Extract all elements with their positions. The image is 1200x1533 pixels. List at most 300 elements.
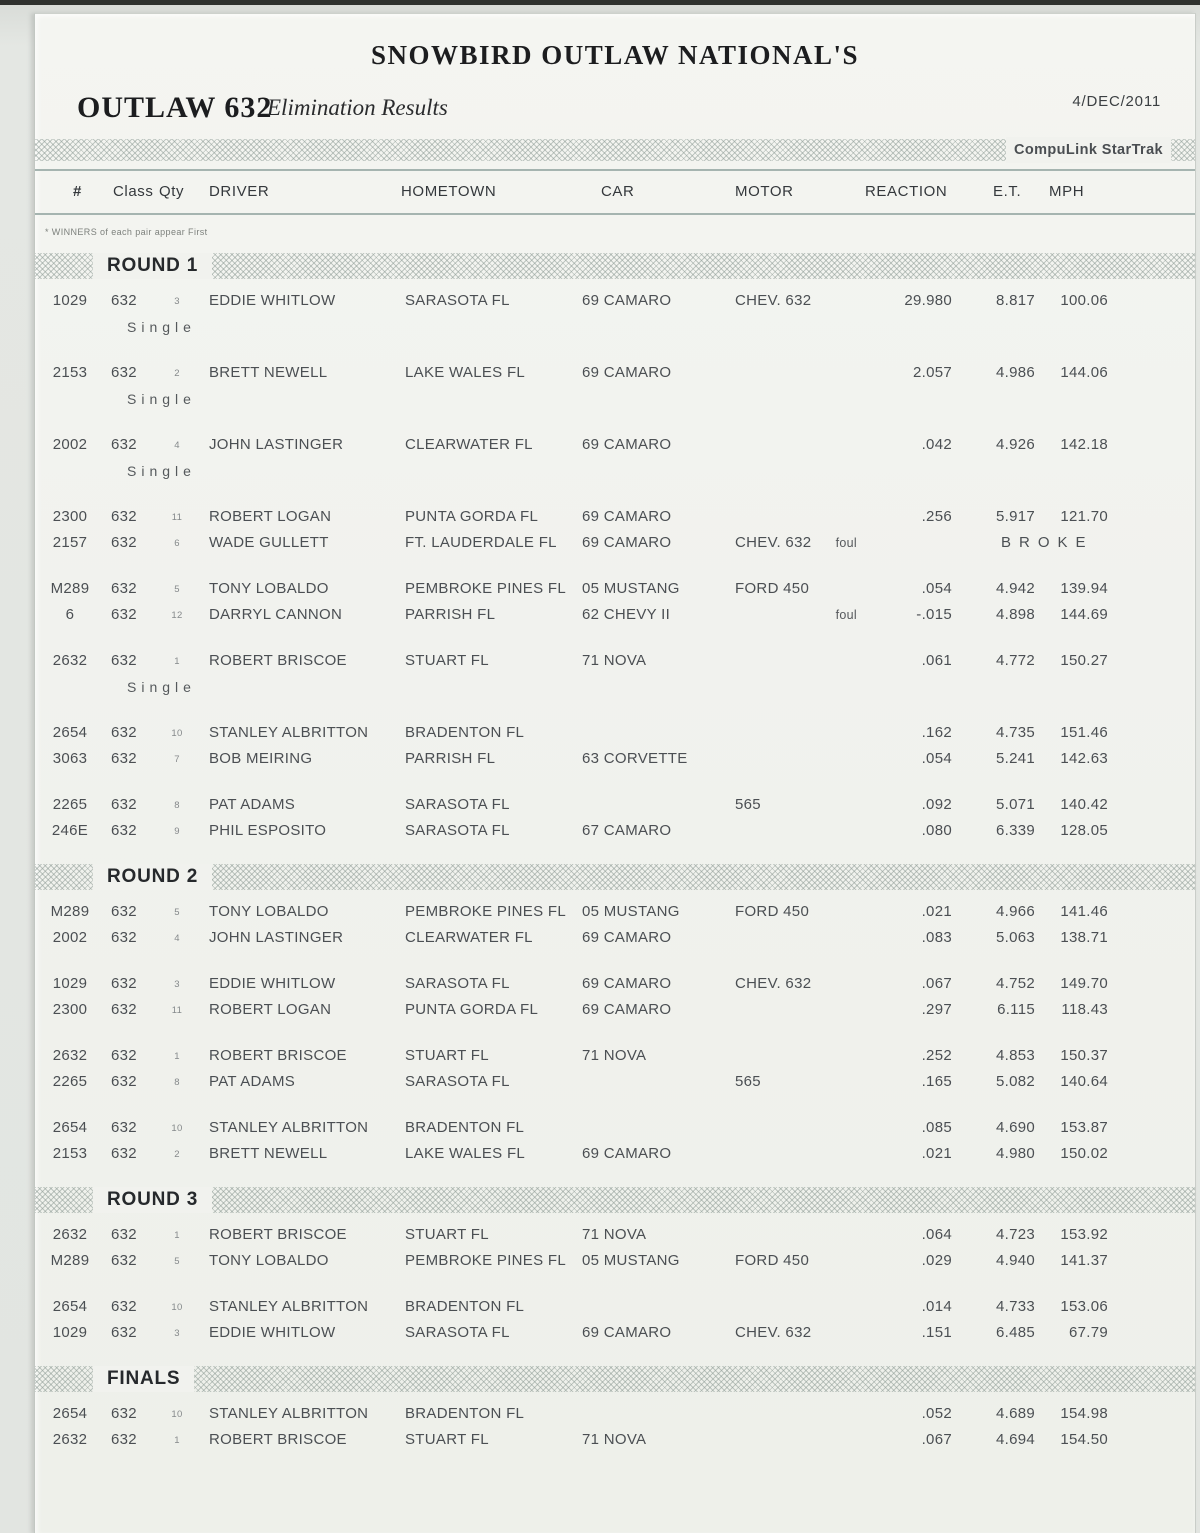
hometown: STUART FL [405, 1431, 489, 1448]
motor: CHEV. 632 [735, 534, 812, 551]
car: 69 CAMARO [582, 929, 672, 946]
result-row [35, 648, 1195, 674]
car: 71 NOVA [582, 1047, 647, 1064]
car-number: 1029 [52, 292, 88, 309]
qualifying-position: 8 [174, 1077, 180, 1088]
elapsed-time: 4.690 [995, 1119, 1035, 1136]
car-number: 6 [65, 606, 75, 623]
col-header-hometown: HOMETOWN [401, 183, 497, 200]
class-value: 632 [111, 750, 137, 767]
header-halftone-band [35, 139, 1195, 161]
pair-result [35, 792, 1195, 844]
result-row [35, 818, 1195, 844]
class-value: 632 [111, 1298, 137, 1315]
hometown: SARASOTA FL [405, 1324, 510, 1341]
mph: 141.46 [1060, 903, 1108, 920]
driver-name: TONY LOBALDO [209, 903, 329, 920]
hometown: CLEARWATER FL [405, 436, 533, 453]
page-subheader [35, 91, 1195, 131]
class-value: 632 [111, 580, 137, 597]
hometown: CLEARWATER FL [405, 929, 533, 946]
car: 69 CAMARO [582, 1145, 672, 1162]
class-value: 632 [111, 436, 137, 453]
motor: FORD 450 [735, 1252, 810, 1269]
results-page [34, 13, 1196, 1533]
result-row [35, 432, 1195, 458]
pair-result [35, 1222, 1195, 1274]
driver-name: TONY LOBALDO [209, 1252, 329, 1269]
pair-result [35, 1043, 1195, 1095]
single-run-note: Single [127, 319, 196, 335]
car: 05 MUSTANG [582, 580, 680, 597]
mph: 150.02 [1060, 1145, 1108, 1162]
result-row [35, 288, 1195, 314]
reaction-time: .067 [921, 1431, 952, 1448]
col-header-mph: MPH [1049, 183, 1085, 200]
column-header-row [35, 171, 1195, 213]
round-title: ROUND 2 [93, 864, 212, 890]
result-row [35, 720, 1195, 746]
car: 63 CORVETTE [582, 750, 688, 767]
qualifying-position: 1 [174, 1051, 180, 1062]
result-row [35, 1427, 1195, 1453]
driver-name: WADE GULLETT [209, 534, 329, 551]
result-row [35, 1320, 1195, 1346]
hometown: PUNTA GORDA FL [405, 1001, 539, 1018]
mph: 67.79 [1068, 1324, 1108, 1341]
driver-name: PHIL ESPOSITO [209, 822, 327, 839]
reaction-time: .067 [921, 975, 952, 992]
motor: CHEV. 632 [735, 292, 812, 309]
car: 69 CAMARO [582, 1001, 672, 1018]
elapsed-time: 4.940 [995, 1252, 1035, 1269]
car: 71 NOVA [582, 1226, 647, 1243]
hometown: PEMBROKE PINES FL [405, 1252, 566, 1269]
class-value: 632 [111, 903, 137, 920]
reaction-time: .021 [921, 1145, 952, 1162]
driver-name: EDDIE WHITLOW [209, 292, 336, 309]
class-value: 632 [111, 1001, 137, 1018]
divider-line-bottom [35, 213, 1195, 215]
elapsed-time: 4.966 [995, 903, 1035, 920]
elapsed-time: 4.898 [995, 606, 1035, 623]
class-value: 632 [111, 364, 137, 381]
col-header-et: E.T. [993, 183, 1022, 200]
driver-name: ROBERT BRISCOE [209, 1431, 347, 1448]
elapsed-time: 5.063 [995, 929, 1035, 946]
class-value: 632 [111, 508, 137, 525]
car: 71 NOVA [582, 652, 647, 669]
pair-result [35, 971, 1195, 1023]
event-date: 4/DEC/2011 [1072, 93, 1161, 110]
driver-name: JOHN LASTINGER [209, 436, 344, 453]
car: 69 CAMARO [582, 292, 672, 309]
mph: 100.06 [1060, 292, 1108, 309]
elapsed-time: 4.689 [995, 1405, 1035, 1422]
mph: 138.71 [1060, 929, 1108, 946]
photo-top-edge [0, 0, 1200, 5]
elapsed-time: 4.752 [995, 975, 1035, 992]
hometown: SARASOTA FL [405, 796, 510, 813]
car: 67 CAMARO [582, 822, 672, 839]
round-title: FINALS [93, 1366, 194, 1392]
driver-name: ROBERT LOGAN [209, 508, 332, 525]
result-row [35, 746, 1195, 772]
class-value: 632 [111, 534, 137, 551]
class-value: 632 [111, 1119, 137, 1136]
elapsed-time: 4.986 [995, 364, 1035, 381]
car: 69 CAMARO [582, 508, 672, 525]
car-number: 2654 [52, 1119, 88, 1136]
car: 05 MUSTANG [582, 1252, 680, 1269]
mph: 121.70 [1060, 508, 1108, 525]
class-value: 632 [111, 1324, 137, 1341]
reaction-time: .080 [921, 822, 952, 839]
driver-name: EDDIE WHITLOW [209, 975, 336, 992]
elapsed-time: 4.926 [995, 436, 1035, 453]
driver-name: STANLEY ALBRITTON [209, 1298, 369, 1315]
class-value: 632 [111, 1252, 137, 1269]
qualifying-position: 1 [174, 1435, 180, 1446]
car-number: 2632 [52, 1226, 88, 1243]
mph: 153.06 [1060, 1298, 1108, 1315]
elapsed-time: 6.115 [997, 1001, 1035, 1018]
foul-flag: foul [835, 536, 857, 550]
motor: CHEV. 632 [735, 1324, 812, 1341]
elapsed-time: 5.082 [995, 1073, 1035, 1090]
qualifying-position: 4 [174, 933, 180, 944]
col-header-reaction: REACTION [865, 183, 948, 200]
car-number: 2632 [52, 1431, 88, 1448]
driver-name: TONY LOBALDO [209, 580, 329, 597]
class-value: 632 [111, 724, 137, 741]
elapsed-time: 4.723 [995, 1226, 1035, 1243]
qualifying-position: 4 [174, 440, 180, 451]
class-value: 632 [111, 1145, 137, 1162]
class-title: OUTLAW 632 [77, 91, 273, 124]
reaction-time: .165 [921, 1073, 952, 1090]
driver-name: PAT ADAMS [209, 796, 296, 813]
class-value: 632 [111, 796, 137, 813]
reaction-time: 2.057 [912, 364, 952, 381]
hometown: PUNTA GORDA FL [405, 508, 539, 525]
mph: 154.98 [1060, 1405, 1108, 1422]
mph: 154.50 [1060, 1431, 1108, 1448]
reaction-time: -.015 [916, 606, 952, 623]
result-row [35, 1043, 1195, 1069]
mph: 144.69 [1060, 606, 1108, 623]
col-header-qty: Qty [159, 183, 185, 200]
car-number: 2265 [52, 1073, 88, 1090]
mph: 150.27 [1060, 652, 1108, 669]
mph: 140.42 [1060, 796, 1108, 813]
mph: 153.87 [1060, 1119, 1108, 1136]
car-number: 3063 [52, 750, 88, 767]
driver-name: BRETT NEWELL [209, 364, 328, 381]
event-title: SNOWBIRD OUTLAW NATIONAL'S [370, 40, 860, 70]
reaction-time: .083 [921, 929, 952, 946]
qualifying-position: 2 [174, 1149, 180, 1160]
hometown: LAKE WALES FL [405, 364, 526, 381]
result-row [35, 576, 1195, 602]
elapsed-time: 6.485 [995, 1324, 1035, 1341]
reaction-time: .256 [921, 508, 952, 525]
car: 71 NOVA [582, 1431, 647, 1448]
result-row [35, 504, 1195, 530]
col-header-driver: DRIVER [209, 183, 270, 200]
result-row [35, 360, 1195, 386]
qualifying-position: 2 [174, 368, 180, 379]
reaction-time: .252 [921, 1047, 952, 1064]
result-row [35, 1141, 1195, 1167]
mph: 141.37 [1060, 1252, 1108, 1269]
result-row [35, 1294, 1195, 1320]
hometown: STUART FL [405, 1047, 489, 1064]
car-number: 2632 [52, 652, 88, 669]
driver-name: ROBERT BRISCOE [209, 1047, 347, 1064]
elapsed-time: 8.817 [995, 292, 1035, 309]
single-run-note: Single [127, 391, 196, 407]
qualifying-position: 3 [174, 979, 180, 990]
hometown: SARASOTA FL [405, 1073, 510, 1090]
class-value: 632 [111, 1047, 137, 1064]
foul-flag: foul [835, 608, 857, 622]
hometown: PARRISH FL [405, 750, 496, 767]
class-value: 632 [111, 1226, 137, 1243]
mph: 142.63 [1060, 750, 1108, 767]
car-number: 2002 [52, 929, 88, 946]
timing-system-label: CompuLink StarTrak [1006, 137, 1171, 163]
class-value: 632 [111, 975, 137, 992]
mph: 144.06 [1060, 364, 1108, 381]
pair-result [35, 504, 1195, 556]
qualifying-position: 11 [171, 1005, 183, 1016]
elapsed-time: 4.980 [995, 1145, 1035, 1162]
mph: 149.70 [1060, 975, 1108, 992]
mph: 139.94 [1060, 580, 1108, 597]
elapsed-time: 4.772 [995, 652, 1035, 669]
qualifying-position: 3 [174, 296, 180, 307]
result-row [35, 1401, 1195, 1427]
result-row [35, 971, 1195, 997]
driver-name: BOB MEIRING [209, 750, 313, 767]
hometown: STUART FL [405, 1226, 489, 1243]
qualifying-position: 5 [174, 1256, 180, 1267]
elapsed-time: 4.735 [995, 724, 1035, 741]
class-value: 632 [111, 1431, 137, 1448]
hometown: SARASOTA FL [405, 975, 510, 992]
qualifying-position: 5 [174, 584, 180, 595]
motor: 565 [735, 796, 761, 813]
driver-name: ROBERT BRISCOE [209, 652, 347, 669]
reaction-time: .151 [921, 1324, 952, 1341]
elimination-rounds [35, 253, 1195, 1453]
reaction-time: .297 [921, 1001, 952, 1018]
class-value: 632 [111, 1405, 137, 1422]
qualifying-position: 7 [174, 754, 180, 765]
class-value: 632 [111, 606, 137, 623]
car: 62 CHEVY II [582, 606, 671, 623]
qualifying-position: 3 [174, 1328, 180, 1339]
hometown: PEMBROKE PINES FL [405, 580, 566, 597]
driver-name: STANLEY ALBRITTON [209, 1405, 369, 1422]
reaction-time: .021 [921, 903, 952, 920]
winners-note: * WINNERS of each pair appear First [45, 227, 208, 237]
elapsed-time: 5.241 [995, 750, 1035, 767]
round-band [35, 1187, 1195, 1213]
reaction-time: .064 [921, 1226, 952, 1243]
result-row [35, 925, 1195, 951]
result-row [35, 792, 1195, 818]
car-number: 2153 [52, 364, 88, 381]
result-row [35, 1069, 1195, 1095]
car-number: M289 [50, 1252, 90, 1269]
pair-result [35, 720, 1195, 772]
car-number: 2632 [52, 1047, 88, 1064]
pair-result [35, 360, 1195, 412]
motor: FORD 450 [735, 580, 810, 597]
col-header-car: CAR [601, 183, 635, 200]
motor: 565 [735, 1073, 761, 1090]
car: 69 CAMARO [582, 364, 672, 381]
reaction-time: .162 [921, 724, 952, 741]
driver-name: ROBERT LOGAN [209, 1001, 332, 1018]
result-row [35, 997, 1195, 1023]
pair-result [35, 1294, 1195, 1346]
reaction-time: .052 [921, 1405, 952, 1422]
hometown: SARASOTA FL [405, 292, 510, 309]
mph: 151.46 [1060, 724, 1108, 741]
result-row [35, 899, 1195, 925]
round-title: ROUND 3 [93, 1187, 212, 1213]
driver-name: DARRYL CANNON [209, 606, 343, 623]
reaction-time: 29.980 [904, 292, 952, 309]
result-row [35, 602, 1195, 628]
driver-name: STANLEY ALBRITTON [209, 724, 369, 741]
driver-name: ROBERT BRISCOE [209, 1226, 347, 1243]
qualifying-position: 10 [171, 1409, 183, 1420]
hometown: SARASOTA FL [405, 822, 510, 839]
car-number: 2300 [52, 1001, 88, 1018]
car-number: 2002 [52, 436, 88, 453]
reaction-time: .054 [921, 580, 952, 597]
driver-name: BRETT NEWELL [209, 1145, 328, 1162]
col-header-class: Class [113, 183, 154, 200]
car-number: 2157 [52, 534, 88, 551]
elapsed-time: 4.942 [995, 580, 1035, 597]
driver-name: JOHN LASTINGER [209, 929, 344, 946]
car-number: M289 [50, 903, 90, 920]
reaction-time: .061 [921, 652, 952, 669]
qualifying-position: 10 [171, 728, 183, 739]
car-number: M289 [50, 580, 90, 597]
hometown: PARRISH FL [405, 606, 496, 623]
reaction-time: .042 [921, 436, 952, 453]
reaction-time: .092 [921, 796, 952, 813]
mph: 153.92 [1060, 1226, 1108, 1243]
class-value: 632 [111, 822, 137, 839]
pair-result [35, 1115, 1195, 1167]
pair-result [35, 648, 1195, 700]
reaction-time: .014 [921, 1298, 952, 1315]
hometown: BRADENTON FL [405, 1405, 525, 1422]
car-number: 2300 [52, 508, 88, 525]
hometown: PEMBROKE PINES FL [405, 903, 566, 920]
car-number: 1029 [52, 1324, 88, 1341]
single-run-note: Single [127, 463, 196, 479]
car-number: 2654 [52, 1405, 88, 1422]
hometown: FT. LAUDERDALE FL [405, 534, 557, 551]
qualifying-position: 9 [174, 826, 180, 837]
qualifying-position: 11 [171, 512, 183, 523]
car: 69 CAMARO [582, 975, 672, 992]
car: 69 CAMARO [582, 1324, 672, 1341]
class-value: 632 [111, 929, 137, 946]
col-header-motor: MOTOR [735, 183, 794, 200]
result-row [35, 1222, 1195, 1248]
driver-name: PAT ADAMS [209, 1073, 296, 1090]
car-number: 2654 [52, 1298, 88, 1315]
round-band [35, 253, 1195, 279]
car: 05 MUSTANG [582, 903, 680, 920]
elapsed-time: 5.917 [995, 508, 1035, 525]
car-number: 2265 [52, 796, 88, 813]
car: 69 CAMARO [582, 436, 672, 453]
hometown: STUART FL [405, 652, 489, 669]
car-number: 2654 [52, 724, 88, 741]
qualifying-position: 10 [171, 1302, 183, 1313]
round-title: ROUND 1 [93, 253, 212, 279]
driver-name: STANLEY ALBRITTON [209, 1119, 369, 1136]
mph: 118.43 [1061, 1001, 1108, 1018]
reaction-time: .029 [921, 1252, 952, 1269]
result-row [35, 530, 1195, 556]
qualifying-position: 5 [174, 907, 180, 918]
pair-result [35, 576, 1195, 628]
reaction-time: .085 [921, 1119, 952, 1136]
qualifying-position: 1 [174, 656, 180, 667]
qualifying-position: 8 [174, 800, 180, 811]
single-run-note: Single [127, 679, 196, 695]
qualifying-position: 10 [171, 1123, 183, 1134]
round-band [35, 864, 1195, 890]
qualifying-position: 12 [171, 610, 183, 621]
mph: 140.64 [1060, 1073, 1108, 1090]
car-number: 2153 [52, 1145, 88, 1162]
car: 69 CAMARO [582, 534, 672, 551]
class-value: 632 [111, 292, 137, 309]
elapsed-time: 4.694 [995, 1431, 1035, 1448]
hometown: BRADENTON FL [405, 1119, 525, 1136]
elapsed-time: 4.853 [995, 1047, 1035, 1064]
class-value: 632 [111, 1073, 137, 1090]
pair-result [35, 432, 1195, 484]
elapsed-time: 4.733 [995, 1298, 1035, 1315]
car-number: 1029 [52, 975, 88, 992]
hometown: BRADENTON FL [405, 724, 525, 741]
elapsed-time: 5.071 [995, 796, 1035, 813]
car-number: 246E [51, 822, 89, 839]
mph: 142.18 [1060, 436, 1108, 453]
driver-name: EDDIE WHITLOW [209, 1324, 336, 1341]
qualifying-position: 6 [174, 538, 180, 549]
col-header-number: # [73, 183, 82, 200]
hometown: BRADENTON FL [405, 1298, 525, 1315]
broke-note: BROKE [1001, 534, 1094, 551]
class-value: 632 [111, 652, 137, 669]
round-band [35, 1366, 1195, 1392]
motor: CHEV. 632 [735, 975, 812, 992]
